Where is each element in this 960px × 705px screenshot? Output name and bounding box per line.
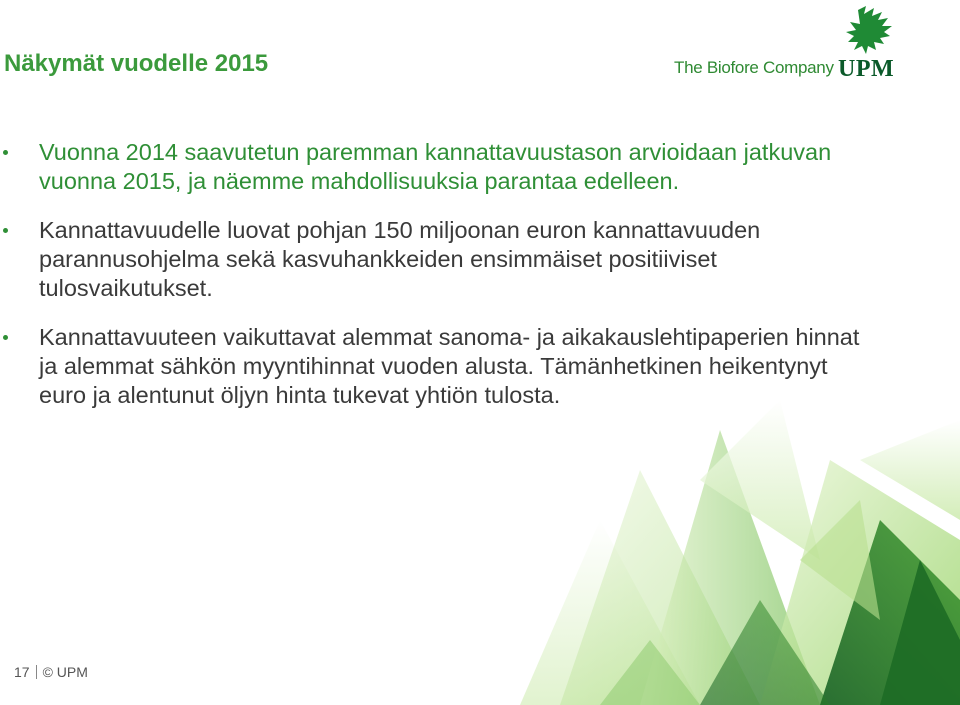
bullet-list: [0, 138, 880, 430]
company-tagline: The Biofore Company: [674, 58, 834, 77]
bullet-dot-icon: [3, 150, 8, 155]
bullet-text: Kannattavuudelle luovat pohjan 150 miljoonan euron kannattavuuden parannusohjelma sekä kasvuhankkeiden ensimmäiset positiiviset tulosvaikutukset.: [39, 217, 761, 301]
bullet-dot-icon: [3, 335, 8, 340]
bullet-item: [0, 323, 880, 410]
page-number: 17: [14, 664, 30, 680]
bullet-text: Vuonna 2014 saavutetun paremman kannattavuustason arvioidaan jatkuvan vuonna 2015, ja näemme mahdollisuuksia parantaa edelleen.: [39, 139, 832, 194]
slide-title: Näkymät vuodelle 2015: [4, 50, 269, 77]
bullet-item: [0, 138, 880, 196]
slide-footer: [14, 664, 88, 680]
bullet-text: Kannattavuuteen vaikuttavat alemmat sanoma- ja aikakauslehtipaperien hinnat ja alemmat sähkön myyntihinnat vuoden alusta. Tämänhetkinen heikentynyt euro ja alentunut öljyn hinta tukevat yhtiön tulosta.: [39, 324, 860, 408]
bullet-dot-icon: [3, 228, 8, 233]
upm-logo-text: UPM: [838, 56, 895, 82]
bullet-item: [0, 216, 880, 303]
copyright: © UPM: [42, 664, 88, 680]
footer-divider: [36, 665, 37, 679]
